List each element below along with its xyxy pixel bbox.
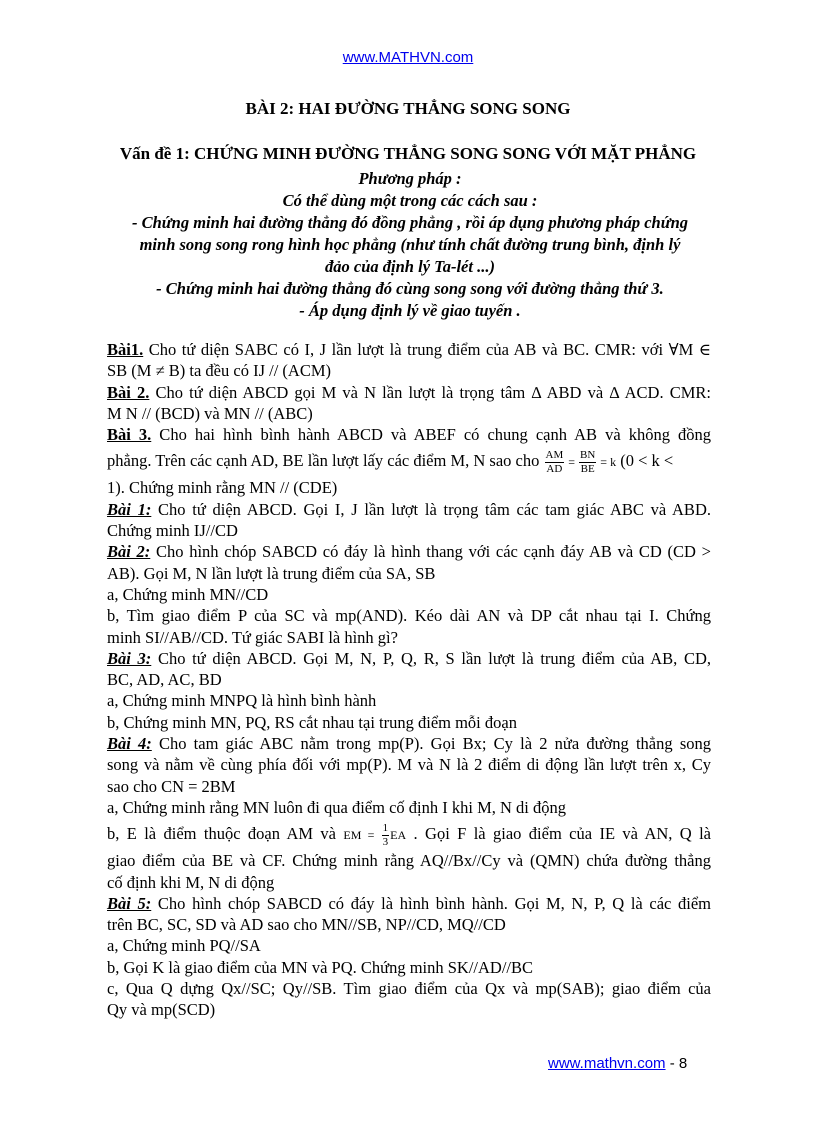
fraction-am-ad (545, 449, 565, 476)
exercise-3 (107, 648, 711, 669)
problem-text: Cho hình chóp SABCD có đáy là hình thang với các cạnh đáy AB và CD (CD > (150, 542, 711, 562)
problem-label: Bài 3. (107, 425, 152, 445)
problem-text: Cho hình chóp SABCD có đáy là hình bình hành. Gọi M, N, P, Q là các điểm (151, 893, 711, 913)
method-heading: Phương pháp : (358, 169, 462, 188)
problem-text: Cho tứ diện SABC có I, J lần lượt là trung điểm của AB và BC. CMR: với ∀M ∈ (143, 340, 711, 359)
sub-question-b: b, Gọi K là giao điểm của MN và PQ. Chứng minh SK//AD//BC (107, 957, 534, 977)
problem-text: . Gọi F là giao điểm của IE và AN, Q là (406, 824, 711, 844)
problem-1 (107, 339, 711, 360)
exercise-5 (107, 893, 711, 914)
problem-3 (107, 424, 711, 445)
problem-text: Cho tam giác ABC nằm trong mp(P). Gọi Bx; Cy là 2 nửa đường thẳng song (151, 734, 711, 754)
problem-text: AB). Gọi M, N lần lượt là trung điểm của SA, SB (107, 563, 436, 583)
problem-text: phẳng. Trên các cạnh AD, BE lần lượt lấy các điểm M, N sao cho (107, 451, 544, 471)
frac-numerator: 1 (382, 821, 389, 834)
problem-label: Bài 2. (107, 382, 150, 402)
header-site-link[interactable]: www.MATHVN.com (342, 49, 474, 66)
problem-text: Cho tứ diện ABCD. Gọi M, N, P, Q, R, S lần lượt là trung điểm của AB, CD, (151, 648, 711, 668)
problem-list (107, 339, 711, 1021)
lesson-title: BÀI 2: HAI ĐƯỜNG THẲNG SONG SONG (245, 99, 571, 118)
sub-question-b (107, 818, 711, 850)
method-line: - Áp dụng định lý về giao tuyến . (299, 301, 521, 320)
problem-text: minh SI//AB//CD. Tứ giác SABI là hình gì? (107, 627, 398, 647)
fraction-one-third (382, 822, 390, 849)
exercise-label: Bài 3: (107, 648, 152, 668)
problem-text: song và nằm về cùng phía đối với mp(P). M và N là 2 điểm di động lần lượt trên x, Cy (107, 755, 711, 775)
sub-question-a: a, Chứng minh MNPQ là hình bình hành (107, 691, 377, 711)
exercise-4 (107, 733, 711, 754)
sub-question-b: b, Chứng minh MN, PQ, RS cắt nhau tại trung điểm mỗi đoạn (107, 712, 517, 732)
method-line: đảo của định lý Ta-lét ...) (325, 257, 495, 276)
exercise-label: Bài 5: (107, 893, 152, 913)
problem-text: 1). Chứng minh rằng MN // (CDE) (107, 478, 338, 498)
frac-denominator: BE (580, 463, 595, 476)
frac-numerator: BN (580, 449, 596, 462)
problem-text: sao cho CN = 2BM (107, 776, 236, 796)
sub-question-c: c, Qua Q dựng Qx//SC; Qy//SB. Tìm giao điểm của Qx và mp(SAB); giao điểm của (107, 979, 711, 999)
problem-text: BC, AD, AC, BD (107, 670, 222, 690)
frac-denominator: 3 (382, 835, 389, 848)
section-title: Vấn đề 1: CHỨNG MINH ĐƯỜNG THẲNG SONG SONG VỚI MẶT PHẲNG (119, 144, 697, 163)
problem-2 (107, 382, 711, 403)
sub-question-b: b, Tìm giao điểm P của SC và mp(AND). Kéo dài AN và DP cắt nhau tại I. Chứng (107, 606, 711, 626)
method-line: minh song song rong hình học phẳng (như tính chất đường trung bình, định lý (139, 235, 681, 254)
exercise-label: Bài 4: (107, 734, 152, 754)
equals-sign: = (565, 455, 579, 470)
problem-text: Cho tứ diện ABCD. Gọi I, J lần lượt là trọng tâm các tam giác ABC và ABD. (151, 499, 711, 519)
problem-text: Cho tứ diện ABCD gọi M và N lần lượt là trọng tâm ∆ ABD và ∆ ACD. CMR: (149, 382, 711, 402)
problem-text: trên BC, SC, SD và AD sao cho MN//SB, NP//CD, MQ//CD (107, 915, 506, 935)
problem-text: Cho hai hình bình hành ABCD và ABEF có chung cạnh AB và không đồng (151, 425, 711, 445)
page-footer (548, 1055, 687, 1072)
ea-expression: EA (390, 828, 407, 843)
k-expression: = k (597, 455, 617, 470)
exercise-1 (107, 499, 711, 520)
problem-label: Bài1. (107, 340, 144, 359)
problem-text: b, E là điểm thuộc đoạn AM và (107, 824, 344, 844)
problem-text: SB (M ≠ B) ta đều có IJ // (ACM) (107, 361, 331, 381)
fraction-bn-be (579, 449, 596, 476)
problem-text: M N // (BCD) và MN // (ABC) (107, 403, 313, 423)
page-number: - 8 (665, 1055, 688, 1072)
em-expression: EM = (343, 828, 381, 843)
frac-numerator: AM (545, 449, 564, 462)
exercise-label: Bài 1: (107, 499, 152, 519)
problem-text: Qy và mp(SCD) (107, 1000, 216, 1020)
problem-text: (0 < k < (616, 451, 674, 471)
problem-text: Chứng minh IJ//CD (107, 521, 238, 541)
method-line: - Chứng minh hai đường thẳng đó cùng song song với đường thẳng thứ 3. (156, 279, 664, 298)
sub-question-a: a, Chứng minh PQ//SA (107, 936, 261, 956)
frac-denominator: AD (546, 463, 563, 476)
problem-text: giao điểm của BE và CF. Chứng minh rằng AQ//Bx//Cy và (QMN) chứa đường thẳng (107, 851, 711, 871)
sub-question-a: a, Chứng minh rằng MN luôn đi qua điểm cố định I khi M, N di động (107, 797, 566, 817)
sub-question-a: a, Chứng minh MN//CD (107, 584, 269, 604)
method-line: Có thể dùng một trong các cách sau : (282, 191, 538, 210)
method-line: - Chứng minh hai đường thẳng đó đồng phẳng , rồi áp dụng phương pháp chứng (131, 213, 689, 232)
problem-text: cố định khi M, N di động (107, 872, 275, 892)
exercise-label: Bài 2: (107, 542, 151, 562)
problem-text-with-fraction (107, 445, 711, 477)
footer-site-link[interactable]: www.mathvn.com (548, 1055, 666, 1072)
exercise-2 (107, 541, 711, 562)
method-block (100, 168, 720, 322)
